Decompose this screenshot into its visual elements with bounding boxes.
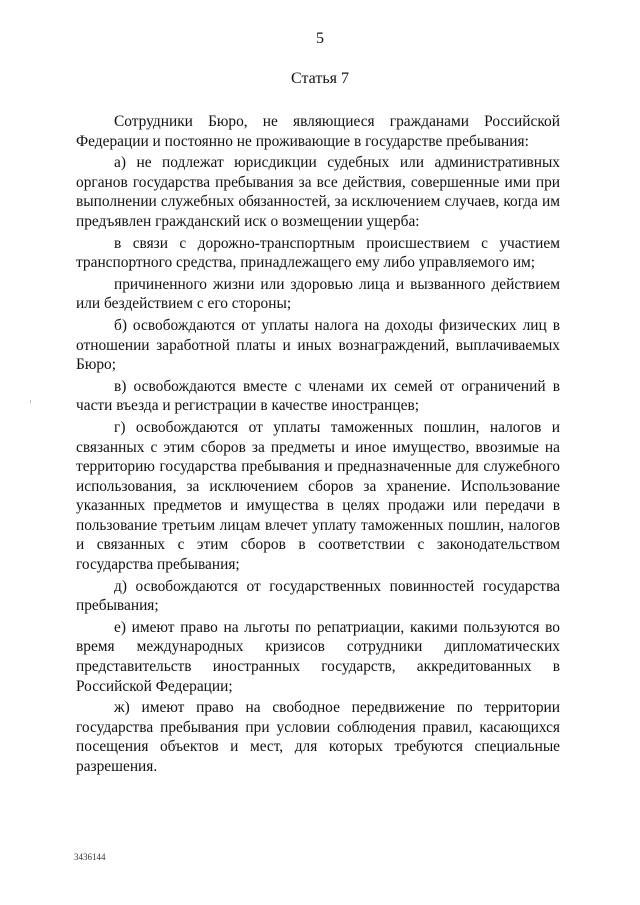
page-number: 5: [316, 30, 324, 47]
paragraph-b: б) освобождаются от уплаты налога на доходы физических лиц в отношении заработной платы и иных вознаграждений, выплачиваемых Бюро;: [76, 316, 560, 374]
paragraph-a-traffic: в связи с дорожно-транспортным происшествием с участием транспортного средства, принадлежащего ему либо управляемого им;: [76, 234, 560, 272]
paragraph-g: г) освобождаются от уплаты таможенных пошлин, налогов и связанных с этим сборов за предметы и иное имущество, ввозимые на территорию государства пребывания и предназначенные для служебного использования, за исключением сборов за хранение. Использование указанных предметов и имущества в целях продажи или передачи в пользование третьим лицам влечет уплату таможенных пошлин, налогов и связанных с этим сборов в соответствии с законодательством государства пребывания;: [76, 418, 560, 574]
article-body: [76, 112, 560, 779]
paragraph-zh: ж) имеют право на свободное передвижение по территории государства пребывания при условии соблюдения правил, касающихся посещения объектов и мест, для которых требуются специальные разрешения.: [76, 699, 560, 775]
article-title: Статья 7: [291, 70, 349, 87]
document-code: 3436144: [74, 852, 106, 862]
paragraph-a: а) не подлежат юрисдикции судебных или административных органов государства пребывания за все действия, совершенные ими при выполнении служебных обязанностей, за исключением случаев, когда им предъявлен гражданский иск о возмещении ущерба:: [76, 154, 560, 230]
paragraph-d: д) освобождаются от государственных повинностей государства пребывания;: [76, 577, 560, 615]
paragraph-a-harm: причиненного жизни или здоровью лица и вызванного действием или бездействием с его стороны;: [76, 275, 560, 313]
paragraph-v: в) освобождаются вместе с членами их семей от ограничений в части въезда и регистрации в качестве иностранцев;: [76, 377, 560, 415]
paragraph-e: е) имеют право на льготы по репатриации, какими пользуются во время международных кризисов сотрудники дипломатических представительств иностранных государств, аккредитованных в Российской Федерации;: [76, 618, 560, 695]
paragraph-intro: Сотрудники Бюро, не являющиеся гражданами Российской Федерации и постоянно не проживающие в государстве пребывания:: [76, 113, 560, 150]
margin-mark: [30, 400, 31, 403]
